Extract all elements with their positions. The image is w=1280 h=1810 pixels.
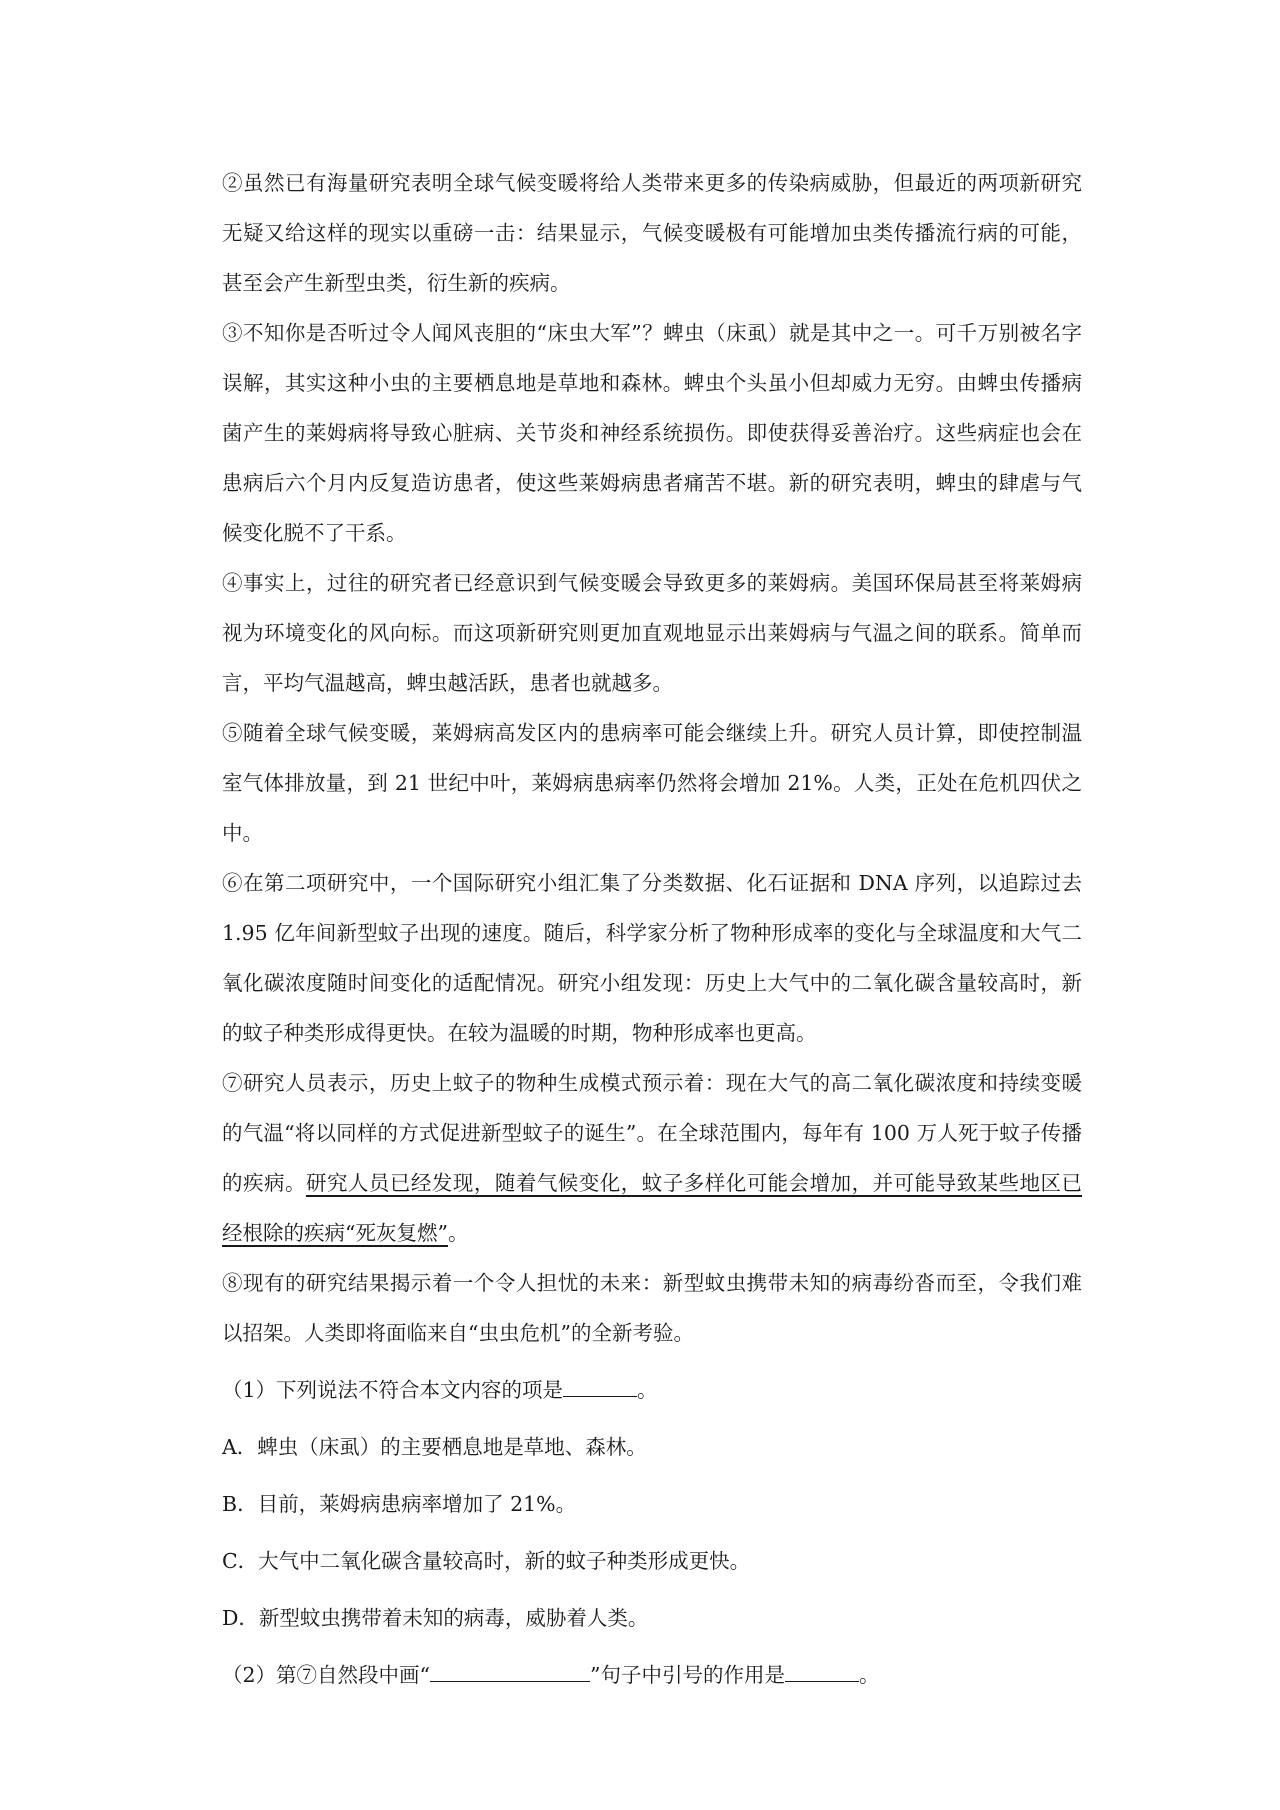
paragraph-8: ⑧现有的研究结果揭示着一个令人担忧的未来：新型蚊虫携带未知的病毒纷沓而至，令我们难以招架。人类即将面临来自“虫虫危机”的全新考验。 (222, 1271, 1082, 1345)
option-d: D．新型蚊虫携带着未知的病毒，威胁着人类。 (222, 1606, 649, 1630)
question-2-end: 。 (859, 1663, 880, 1687)
answer-blank-1[interactable] (563, 1374, 637, 1397)
paragraph-6: ⑥在第二项研究中，一个国际研究小组汇集了分类数据、化石证据和 DNA 序列，以追踪过去 1.95 亿年间新型蚊子出现的速度。随后，科学家分析了物种形成率的变化与全球温度和大气二氧化碳浓度随时间变化的适配情况。研究小组发现：历史上大气中的二氧化碳含量较高时，新的蚊子种类形成得更快。在较为温暖的时期，物种形成率也更高。 (222, 871, 1082, 1045)
paragraph-5: ⑤随着全球气候变暖，莱姆病高发区内的患病率可能会继续上升。研究人员计算，即使控制温室气体排放量，到 21 世纪中叶，莱姆病患病率仍然将会增加 21%。人类，正处在危机四伏之中。 (222, 721, 1082, 845)
question-1 (222, 1362, 1082, 1419)
underlined-sentence: 研究人员已经发现，随着气候变化，蚊子多样化可能会增加，并可能导致某些地区已经根除的疾病“死灰复燃” (222, 1171, 1083, 1245)
option-c: C．大气中二氧化碳含量较高时，新的蚊子种类形成更快。 (222, 1549, 751, 1573)
question-2-mid: ”句子中引号的作用是 (590, 1663, 786, 1687)
document-content (222, 158, 1082, 1704)
paragraph-4: ④事实上，过往的研究者已经意识到气候变暖会导致更多的莱姆病。美国环保局甚至将莱姆病视为环境变化的风向标。而这项新研究则更加直观地显示出莱姆病与气温之间的联系。简单而言，平均气温越高，蜱虫越活跃，患者也就越多。 (222, 571, 1082, 695)
paragraph-7-end: 。 (447, 1221, 469, 1245)
question-2-text: （2）第⑦自然段中画“ (222, 1663, 431, 1687)
question-1-text: （1）下列说法不符合本文内容的项是 (222, 1378, 564, 1402)
paragraph-7 (222, 1058, 1082, 1258)
answer-blank-2a[interactable] (430, 1659, 590, 1682)
question-2 (222, 1647, 1082, 1704)
question-1-end: 。 (637, 1378, 658, 1402)
answer-blank-2b[interactable] (785, 1659, 859, 1682)
option-b: B．目前，莱姆病患病率增加了 21%。 (222, 1492, 577, 1516)
option-a: A．蜱虫（床虱）的主要栖息地是草地、森林。 (222, 1435, 647, 1459)
paragraph-7-text: ⑦研究人员表示，历史上蚊子的物种生成模式预示着：现在大气的高二氧化碳浓度和持续变暖的气温“将以同样的方式促进新型蚊子的诞生”。在全球范围内，每年有 100 万人死于蚊子传播的疾病。 (222, 1071, 1082, 1195)
paragraph-3: ③不知你是否听过令人闻风丧胆的“床虫大军”？蜱虫（床虱）就是其中之一。可千万别被名字误解，其实这种小虫的主要栖息地是草地和森林。蜱虫个头虽小但却威力无穷。由蜱虫传播病菌产生的莱姆病将导致心脏病、关节炎和神经系统损伤。即使获得妥善治疗。这些病症也会在患病后六个月内反复造访患者，使这些莱姆病患者痛苦不堪。新的研究表明，蜱虫的肆虐与气候变化脱不了干系。 (222, 321, 1082, 545)
paragraph-2: ②虽然已有海量研究表明全球气候变暖将给人类带来更多的传染病威胁，但最近的两项新研究无疑又给这样的现实以重磅一击：结果显示，气候变暖极有可能增加虫类传播流行病的可能，甚至会产生新型虫类，衍生新的疾病。 (222, 171, 1082, 295)
